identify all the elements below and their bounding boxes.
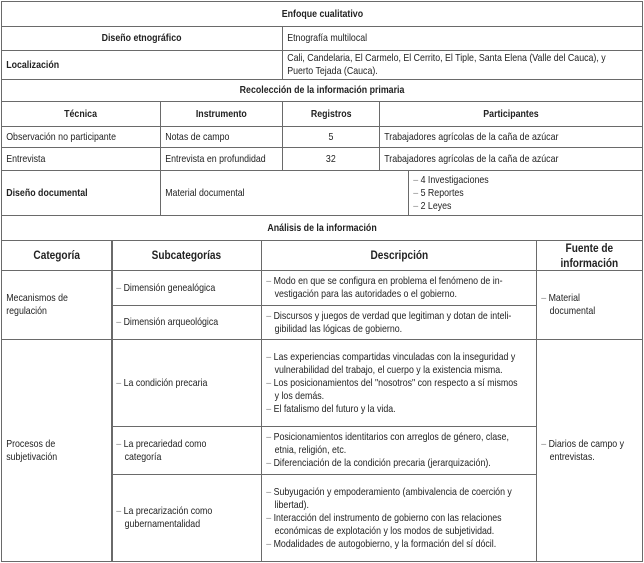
list-item: – 4 Investigaciones [413, 174, 489, 187]
line: categoría [124, 450, 162, 463]
header-instrumento [160, 101, 283, 127]
line: y los demás. [274, 389, 325, 402]
line: – Discursos y juegos de verdad que legitiman y dotan de inteli- [266, 310, 511, 323]
subcategory [111, 339, 262, 427]
category-procesos [1, 339, 113, 562]
table-row-cell [1, 147, 161, 171]
location-value-cell [282, 50, 643, 80]
design-value-cell [282, 26, 643, 51]
header-line: información [560, 255, 619, 270]
line: – La precariedad como [116, 438, 206, 451]
line: – Subyugación y empoderamiento (ambivalencia de coerción y [266, 486, 512, 499]
table-row-cell [282, 126, 380, 148]
design-label-cell [1, 26, 283, 51]
line: – Los posicionamientos del "nosotros" con respecto a sí mismos [266, 377, 517, 390]
table-row-cell [379, 126, 643, 148]
records: 32 [326, 152, 336, 165]
label: Diseño documental [6, 186, 88, 199]
line: vestigación para las autoridades o el gobierno. [274, 288, 458, 300]
table-row-cell [160, 126, 283, 148]
header-tecnica [1, 101, 161, 127]
line: subjetivación [6, 450, 58, 463]
line: – Modalidades de autogobierno, y la formación del sí dócil. [266, 538, 512, 551]
instrument: Entrevista en profundidad [165, 152, 266, 165]
line: – Diferenciación de la condición precaria (jerarquización). [266, 457, 509, 470]
subcategory [111, 426, 262, 475]
line: – El fatalismo del futuro y la vida. [266, 403, 517, 416]
header: Registros [310, 107, 352, 120]
header-registros [282, 101, 380, 127]
label: Diseño etnográfico [102, 32, 182, 44]
line: gubernamentalidad [124, 518, 201, 530]
line: etnia, religión, etc. [274, 444, 347, 456]
documental-label [1, 170, 161, 216]
header-descripcion [261, 240, 537, 271]
line: – Posicionamientos identitarios con arreglos de género, clase, [266, 431, 509, 444]
line: documental [549, 305, 596, 317]
heading: Recolección de la información primaria [239, 84, 405, 96]
list-item: – 5 Reportes [413, 187, 489, 200]
line: económicas de explotación y los modos de subjetividad. [274, 524, 495, 537]
enfoque-title [1, 1, 643, 27]
participants: Trabajadores agrícolas de la caña de azúcar [384, 130, 559, 143]
instrument: Material documental [165, 186, 245, 199]
subcategory [111, 270, 262, 306]
line: – Dimensión genealógica [116, 282, 215, 295]
line: regulación [6, 305, 47, 317]
line: Cali, Candelaria, El Carmelo, El Cerrito, El Tiple, Santa Elena (Valle del Cauca), y [287, 52, 606, 64]
table-row-cell [282, 147, 380, 171]
location-label-cell [1, 50, 283, 80]
description [261, 305, 537, 340]
line: – La precarización como [116, 505, 212, 518]
collection-title [1, 79, 643, 102]
line: gibilidad las lógicas de gobierno. [274, 322, 403, 335]
line: – Las experiencias compartidas vinculadas con la inseguridad y [266, 351, 517, 364]
heading: Enfoque cualitativo [281, 7, 363, 20]
table-row-cell [160, 147, 283, 171]
header-subcategorias [111, 240, 262, 271]
instrument: Notas de campo [165, 130, 230, 143]
header: Participantes [483, 107, 539, 120]
line: entrevistas. [549, 450, 595, 463]
line: – Dimensión arqueológica [116, 316, 218, 329]
table-row-cell [379, 147, 643, 171]
line: – La condición precaria [116, 377, 207, 390]
description [261, 270, 537, 306]
line: vulnerabilidad del trabajo, el cuerpo y la existencia misma. [274, 363, 503, 376]
line: Procesos de [6, 437, 56, 450]
header: Instrumento [196, 107, 247, 120]
line: – Material [541, 292, 595, 305]
line: Puerto Tejada (Cauca). [287, 65, 378, 77]
analysis-title [1, 215, 643, 241]
description [261, 426, 537, 475]
description [261, 474, 537, 562]
header-participantes [379, 101, 643, 127]
value: Etnografía multilocal [287, 32, 368, 44]
source [536, 339, 643, 562]
header: Categoría [33, 248, 81, 262]
source [536, 270, 643, 340]
line: – Interacción del instrumento de gobierno con las relaciones [266, 512, 512, 525]
table-row-cell [1, 126, 161, 148]
header-line: Fuente de [565, 240, 614, 255]
header: Técnica [64, 107, 98, 120]
subcategory [111, 305, 262, 340]
header: Subcategorías [151, 248, 222, 262]
label: Localización [6, 58, 60, 71]
header-categoria [1, 240, 113, 271]
documental-items [408, 170, 643, 216]
line: Mecanismos de [6, 292, 68, 304]
technique: Observación no participante [6, 130, 117, 143]
technique: Entrevista [6, 152, 46, 165]
category-mecanismos [1, 270, 113, 340]
documental-instrument [160, 170, 409, 216]
heading: Análisis de la información [267, 221, 377, 234]
line: – Modo en que se configura en problema el fenómeno de in- [266, 275, 502, 288]
header: Descripción [370, 248, 428, 262]
line: – Diarios de campo y [541, 438, 624, 451]
list-item: – 2 Leyes [413, 200, 489, 213]
subcategory [111, 474, 262, 562]
participants: Trabajadores agrícolas de la caña de azúcar [384, 152, 559, 165]
header-fuente [536, 240, 643, 271]
description [261, 339, 537, 427]
records: 5 [328, 130, 334, 143]
line: libertad). [274, 498, 309, 511]
